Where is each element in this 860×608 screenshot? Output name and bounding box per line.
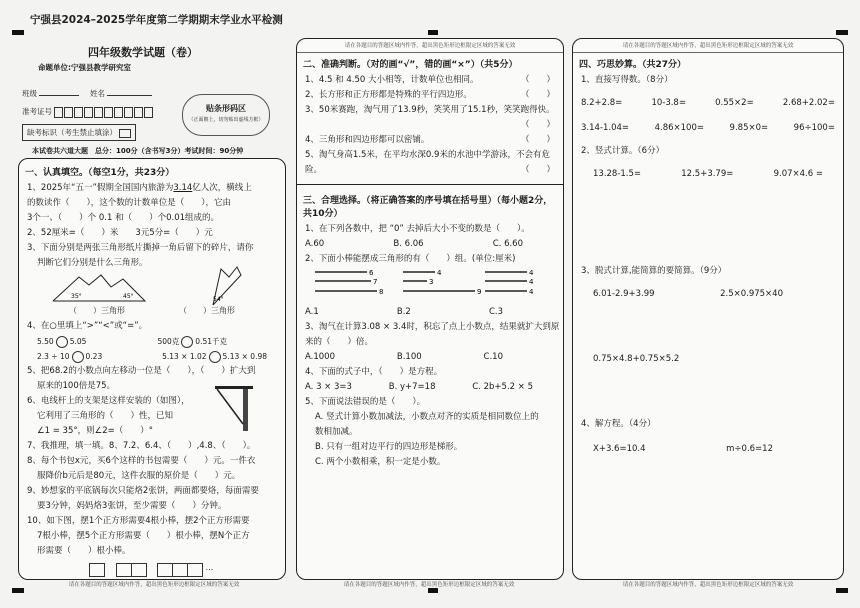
q5-line-b: 原来的100倍是75。: [37, 381, 116, 391]
triangle-figures: [19, 271, 285, 319]
part-3-title: 3、脱式计算,能简算的要简算。（9分）: [581, 266, 727, 276]
angle-label: 54°: [213, 296, 224, 303]
stick-length: 4: [529, 288, 534, 296]
square-sticks-figure: ···: [89, 563, 285, 577]
header-warning: 请在各题目的答题区域内作答，超出黑色矩形边框限定区域的答案无效: [297, 39, 563, 53]
q1-line-b: 的数读作（ ），这个数的计数单位是（ ），它由: [27, 198, 232, 208]
registration-mark: [836, 588, 848, 593]
registration-mark: [12, 588, 24, 593]
judge-3-paren: （ ）: [520, 120, 555, 130]
q4-line: 4、在○里填上“>”“<”或“=”。: [27, 321, 148, 331]
registration-mark: [836, 30, 848, 35]
q6-line-a: 6、电线杆上的支架是这样安装的（如图），: [27, 396, 190, 406]
q10-line-a: 10、如下图，摆1个正方形需要4根小棒，摆2个正方形需要: [27, 516, 250, 526]
registration-mark: [428, 588, 438, 593]
registration-mark: [428, 30, 438, 35]
mc-3-end: 来的（ ）倍。: [305, 337, 374, 347]
q2-line: 2、52厘米=（ ）米 3元5分=（ ）元: [27, 228, 213, 238]
judge-2: 2、长方形和正方形都是特殊的平行四边形。 （ ）: [305, 90, 555, 100]
stick-length: 4: [437, 269, 442, 277]
mc-4-options: A. 3 × 3=3 B. y+7=18 C. 2b+5.2 × 5: [305, 382, 533, 392]
judge-5-end: 险。 （ ）: [305, 165, 555, 175]
compare-row-1: 5.50 5.05 500克 0.51千克: [37, 337, 227, 346]
q10-line-c: 形需要（ ）根小棒。: [37, 546, 131, 556]
mc-5-a: A. 竖式计算小数加减法，小数点对齐的实质是相同数位上的: [315, 412, 539, 422]
class-label: 班级: [22, 89, 37, 98]
mc-2-options: A.1 B.2 C.3: [305, 307, 503, 317]
section-1-box: [18, 158, 286, 580]
part-2-title: 2、竖式计算。（6分）: [581, 146, 665, 156]
judge-1: 1、4.5 和 4.50 大小相等，计数单位也相同。 （ ）: [305, 75, 555, 85]
q7-line: 7、我推理，填一填。8、7.2、6.4、（ ）,4.8、（ ）。: [27, 441, 256, 451]
triangle-fragment-2: [207, 265, 247, 309]
class-field[interactable]: [22, 88, 79, 99]
stick-length: 4: [529, 278, 534, 286]
stick-length: 4: [529, 269, 534, 277]
barcode-note: （正面朝上，切勿贴出虚线方框）: [188, 117, 264, 123]
part-4-title: 4、解方程。（4分）: [581, 419, 656, 429]
footer-warning: 请在各题目的答题区域内作答，超出黑色矩形边框限定区域的答案无效: [343, 582, 515, 588]
triangle-fragment-1: [49, 271, 149, 305]
mc-1-options: A.60 B. 6.06 C. 6.60: [305, 239, 523, 249]
mc-4: 4、下面的式子中，（ ）是方程。: [305, 367, 443, 377]
ticket-number-field[interactable]: [22, 106, 154, 118]
oral-row-2: 3.14-1.04= 4.86×100= 9.85×0= 96÷100=: [581, 123, 835, 133]
section-3-title-end: 共10分）: [303, 209, 343, 219]
mc-3-options: A.1000 B.100 C.10: [305, 352, 503, 362]
exam-title: 宁强县2024–2025学年度第二学期期末学业水平检测: [30, 14, 283, 26]
q9-line-b: 要3分钟，妈妈烙3张饼，至少需要（ ）分钟。: [37, 501, 227, 511]
triangle-2-answer: （ ）三角形: [179, 306, 235, 315]
header-warning: 请在各题目的答题区域内作答，超出黑色矩形边框限定区域的答案无效: [573, 39, 843, 53]
ticket-label: 准考证号: [22, 107, 52, 116]
q3-line-b: 判断它们分别是什么三角形。: [37, 258, 148, 268]
equation-row: X+3.6=10.4 m÷0.6=12: [593, 444, 773, 454]
pole-bracket-figure: [215, 384, 255, 432]
stick-length: 7: [373, 278, 378, 286]
stick-length: 9: [477, 288, 482, 296]
compare-circle[interactable]: [72, 351, 84, 363]
stick-length: 3: [429, 278, 434, 286]
barcode-title: 贴条形码区: [206, 104, 246, 113]
mc-5-c: C. 两个小数相乘，积一定是小数。: [315, 457, 446, 467]
section-3-title: 三、合理选择。（将正确答案的序号填在括号里）（每小题2分，: [303, 196, 553, 206]
sticks-figure: [305, 267, 555, 301]
q6-line-b: 它利用了三角形的（ ）性，已知: [37, 411, 174, 421]
stick-length: 6: [369, 269, 374, 277]
footer-warning: 请在各题目的答题区域内作答，超出黑色矩形边框限定区域的答案无效: [68, 582, 240, 588]
mc-2: 2、下面小棒能摆成三角形的有（ ）组。(单位:厘米): [305, 254, 516, 264]
section-2-title: 二、准确判断。（对的画“√”，错的画“×”）（共5分）: [303, 60, 518, 70]
vertical-calc-row: 13.28-1.5= 12.5+3.79= 9.07×4.6 =: [593, 169, 823, 179]
section-3-box: [297, 193, 563, 470]
q9-line-a: 9、妙想家的平底锅每次只能烙2张饼，两面都要烙，每面需要: [27, 486, 259, 496]
stick-length: 8: [379, 288, 384, 296]
q5-line-a: 5、把68.2的小数点向左移动一位是（ ），（ ）扩大到: [27, 366, 256, 376]
judge-3: 3、50米赛跑，淘气用了13.9秒，笑笑用了15.1秒，笑笑跑得快。: [305, 105, 555, 115]
mc-1: 1、在下列各数中，把 “0” 去掉后大小不变的数是（ ）。: [305, 224, 530, 234]
q8-line-b: 服降价b元后是80元，这件衣服的原价是（ ）元。: [37, 471, 241, 481]
section-4-title: 四、巧思妙算。（共27分）: [579, 60, 687, 70]
judge-4: 4、三角形和四边形都可以密铺。 （ ）: [305, 135, 555, 145]
mc-5-a-end: 数相加减。: [315, 427, 358, 437]
step-calc-3: 0.75×4.8+0.75×5.2: [593, 354, 680, 364]
column-3: [572, 38, 844, 580]
mc-5: 5、下面说法错误的是（ ）。: [305, 397, 426, 407]
q6-line-c: ∠1 = 35°，则∠2=（ ）°: [37, 426, 154, 436]
registration-mark: [12, 30, 24, 35]
compare-circle[interactable]: [56, 336, 68, 348]
name-label: 姓名: [90, 89, 105, 98]
barcode-area: [182, 94, 270, 136]
column-2: [296, 38, 564, 580]
part-1-title: 1、直接写得数。（8分）: [581, 75, 673, 85]
q8-line-a: 8、每个书包x元，买6个这样的书包需要（ ）元。一件衣: [27, 456, 256, 466]
oral-row-1: 8.2+2.8= 10-3.8= 0.55×2= 2.68+2.02=: [581, 98, 835, 108]
compare-circle[interactable]: [181, 336, 193, 348]
q3-line-a: 3、下面分别是两张三角形纸片撕掉一角后留下的碎片，请你: [27, 243, 254, 253]
compare-row-2: 2.3 ÷ 10 0.23 5.13 × 1.02 5.13 × 0.98: [37, 352, 267, 361]
absent-marker[interactable]: [22, 124, 136, 141]
step-calc-row-1: 6.01-2.9+3.99 2.5×0.975×40: [593, 289, 783, 299]
q1-line-a: 1、2025年“五一”假期全国国内旅游为3.14亿人次，横线上: [27, 183, 252, 193]
name-field[interactable]: [90, 88, 152, 99]
triangle-1-answer: （ ）三角形: [69, 306, 125, 315]
angle-label: 35°: [71, 293, 82, 300]
exam-info: 本试卷共六道大题 总分：100分（含书写3分）考试时间：90分钟: [32, 147, 244, 155]
q1-line-c: 3个一、（ ）个 0.1 和（ ）个0.01组成的。: [27, 213, 220, 223]
angle-label: 45°: [123, 293, 134, 300]
q10-line-b: 7根小棒，摆5个正方形需要（ ）根小棒，摆N个正方: [37, 531, 250, 541]
footer-warning: 请在各题目的答题区域内作答，超出黑色矩形边框限定区域的答案无效: [622, 582, 794, 588]
mc-3: 3、淘气在计算3.08 × 3.4时，积忘了点上小数点，结果就扩大到原: [305, 322, 560, 332]
subject-title: 四年级数学试题（卷）: [88, 46, 198, 59]
compare-circle[interactable]: [209, 351, 221, 363]
section-2-box: [297, 57, 563, 185]
judge-5: 5、淘气身高1.5米，在平均水深0.9米的水池中学游泳，不会有危: [305, 150, 550, 160]
absent-label: 缺考标识（考生禁止填涂）: [27, 128, 117, 137]
section-1-title: 一、认真填空。（每空1分，共23分）: [25, 168, 175, 178]
mc-5-b: B. 只有一组对边平行的四边形是梯形。: [315, 442, 463, 452]
author-line: 命题单位:宁强县教学研究室: [38, 63, 131, 72]
